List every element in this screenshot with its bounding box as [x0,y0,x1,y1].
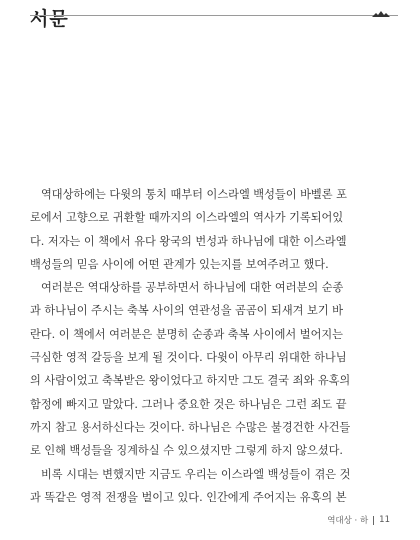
text-line: 여러분은 역대상하를 공부하면서 하나님에 대한 여러분의 순종 [41,281,344,295]
text-line: 란다. 이 책에서 여러분은 분명히 순종과 축복 사이에서 벌어지는 [30,327,343,341]
section-heading: 서문 [30,8,69,30]
text-line: 과 하나님이 주시는 축복 사이의 연관성을 곰곰이 되새겨 보기 바 [30,304,343,318]
paragraph [30,463,384,510]
text-line: 로 인해 백성들을 징계하실 수 있으셨지만 그렇게 하지 않으셨다. [30,444,343,458]
paragraph [30,183,384,276]
text-line: 비록 시대는 변했지만 지금도 우리는 이스라엘 백성들이 겪은 것 [41,467,351,481]
text-line: 극심한 영적 갈등을 보게 될 것이다. 다윗이 아무리 위대한 하나님 [30,351,347,365]
ornament-icon [372,10,390,18]
page-footer [327,514,390,526]
text-line: 함정에 빠지고 말았다. 그러나 중요한 것은 하나님은 그런 죄도 끝 [30,397,347,411]
paragraph [30,276,384,462]
text-line: 다. 저자는 이 책에서 유다 왕국의 번성과 하나님에 대한 이스라엘 [30,234,347,248]
heading-rule [30,15,398,16]
text-line: 까지 참고 용서하신다는 것이다. 하나님은 수많은 불경건한 사건들 [30,420,351,434]
text-line: 의 사람이었고 축복받은 왕이었다고 하지만 그도 결국 죄와 유혹의 [30,374,351,388]
text-line: 역대상하에는 다윗의 통치 때부터 이스라엘 백성들이 바벨론 포 [41,188,347,201]
footer-divider [373,516,374,525]
body-text [30,183,384,509]
text-line: 백성들의 믿음 사이에 어떤 관계가 있는지를 보여주려고 했다. [30,257,329,271]
text-line: 로에서 고향으로 귀환할 때까지의 이스라엘의 역사가 기록되어있 [30,211,344,225]
running-footer-title: 역대상 · 하 [327,516,369,526]
page-number: 11 [379,515,390,525]
text-line: 과 똑같은 영적 전쟁을 벌이고 있다. 인간에게 주어지는 유혹의 본 [30,490,347,504]
